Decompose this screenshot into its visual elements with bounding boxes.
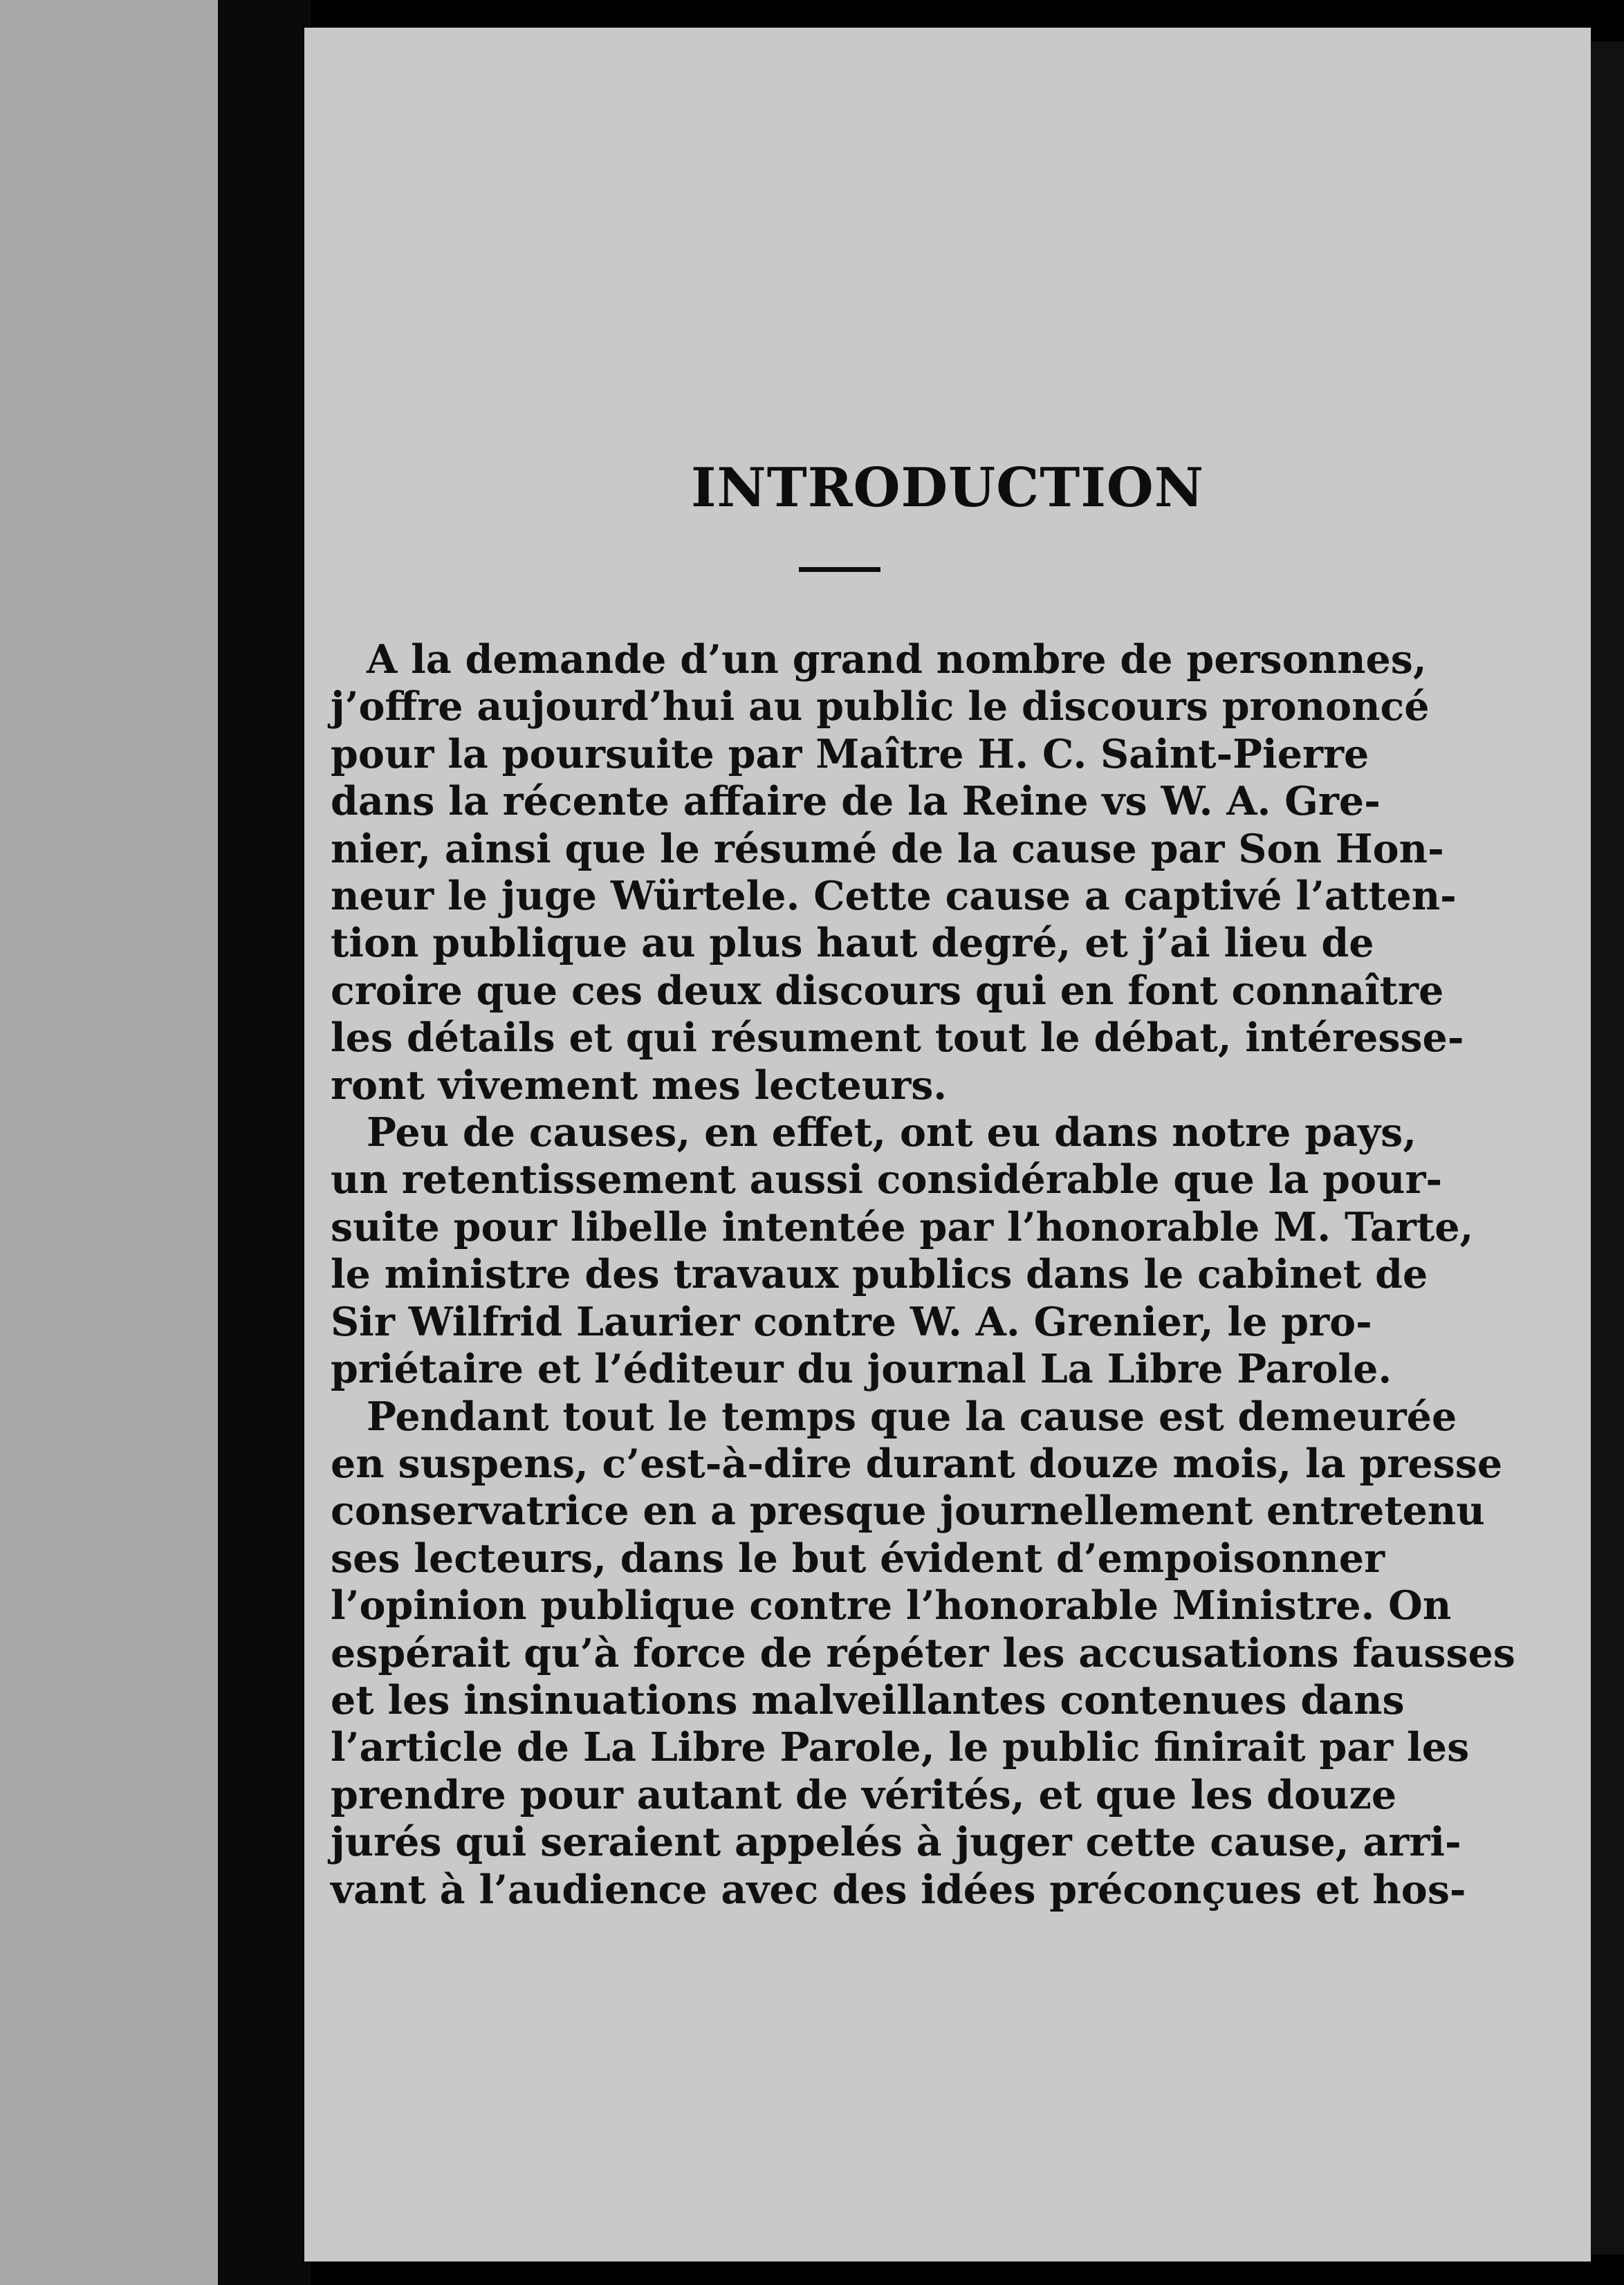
- text-line: Pendant tout le temps que la cause est demeurée: [367, 1393, 1457, 1440]
- left-page-margin: [0, 0, 218, 2285]
- text-line: nier, ainsi que le résumé de la cause par Son Hon-: [331, 825, 1444, 872]
- title-rule: [799, 567, 880, 572]
- text-line: l’opinion publique contre l’honorable Ministre. On: [331, 1582, 1452, 1629]
- text-line: j’offre aujourd’hui au public le discours prononcé: [331, 683, 1430, 730]
- text-line: jurés qui seraient appelés à juger cette cause, arri-: [331, 1819, 1461, 1866]
- text-line: croire que ces deux discours qui en font connaître: [331, 967, 1444, 1014]
- text-line: en suspens, c’est-à-dire durant douze mois, la presse: [331, 1440, 1503, 1487]
- text-line: prendre pour autant de vérités, et que les douze: [331, 1771, 1397, 1818]
- right-scan-edge: [1591, 41, 1624, 2255]
- text-line: ses lecteurs, dans le but évident d’empoisonner: [331, 1535, 1385, 1582]
- text-line: A la demande d’un grand nombre de personnes,: [367, 636, 1427, 683]
- text-line: vant à l’audience avec des idées préconçues et hos-: [331, 1866, 1466, 1913]
- text-line: ront vivement mes lecteurs.: [331, 1062, 948, 1109]
- page-title: INTRODUCTION: [690, 456, 1205, 519]
- text-line: conservatrice en a presque journellement entretenu: [331, 1488, 1485, 1535]
- text-line: le ministre des travaux publics dans le cabinet de: [331, 1251, 1428, 1298]
- text-line: neur le juge Würtele. Cette cause a captivé l’atten-: [331, 873, 1457, 920]
- body-text: [331, 636, 1515, 1914]
- text-line: Peu de causes, en effet, ont eu dans notre pays,: [367, 1109, 1417, 1156]
- text-line: dans la récente affaire de la Reine vs W. A. Gre-: [331, 778, 1381, 825]
- text-line: l’article de La Libre Parole, le public finirait par les: [331, 1724, 1470, 1771]
- text-line: suite pour libelle intentée par l’honorable M. Tarte,: [331, 1203, 1474, 1250]
- page: [304, 28, 1591, 2261]
- text-line: un retentissement aussi considérable que la pour-: [331, 1156, 1443, 1203]
- text-line: Sir Wilfrid Laurier contre W. A. Grenier, le pro-: [331, 1298, 1372, 1345]
- text-line: les détails et qui résument tout le débat, intéresse-: [331, 1015, 1464, 1062]
- book-spine: [218, 0, 311, 2285]
- text-line: espérait qu’à force de répéter les accusations fausses: [331, 1629, 1515, 1676]
- text-line: pour la poursuite par Maître H. C. Saint-Pierre: [331, 730, 1369, 777]
- text-line: tion publique au plus haut degré, et j’ai lieu de: [331, 920, 1374, 967]
- text-line: et les insinuations malveillantes contenues dans: [331, 1676, 1405, 1723]
- text-line: priétaire et l’éditeur du journal La Libre Parole.: [331, 1346, 1392, 1393]
